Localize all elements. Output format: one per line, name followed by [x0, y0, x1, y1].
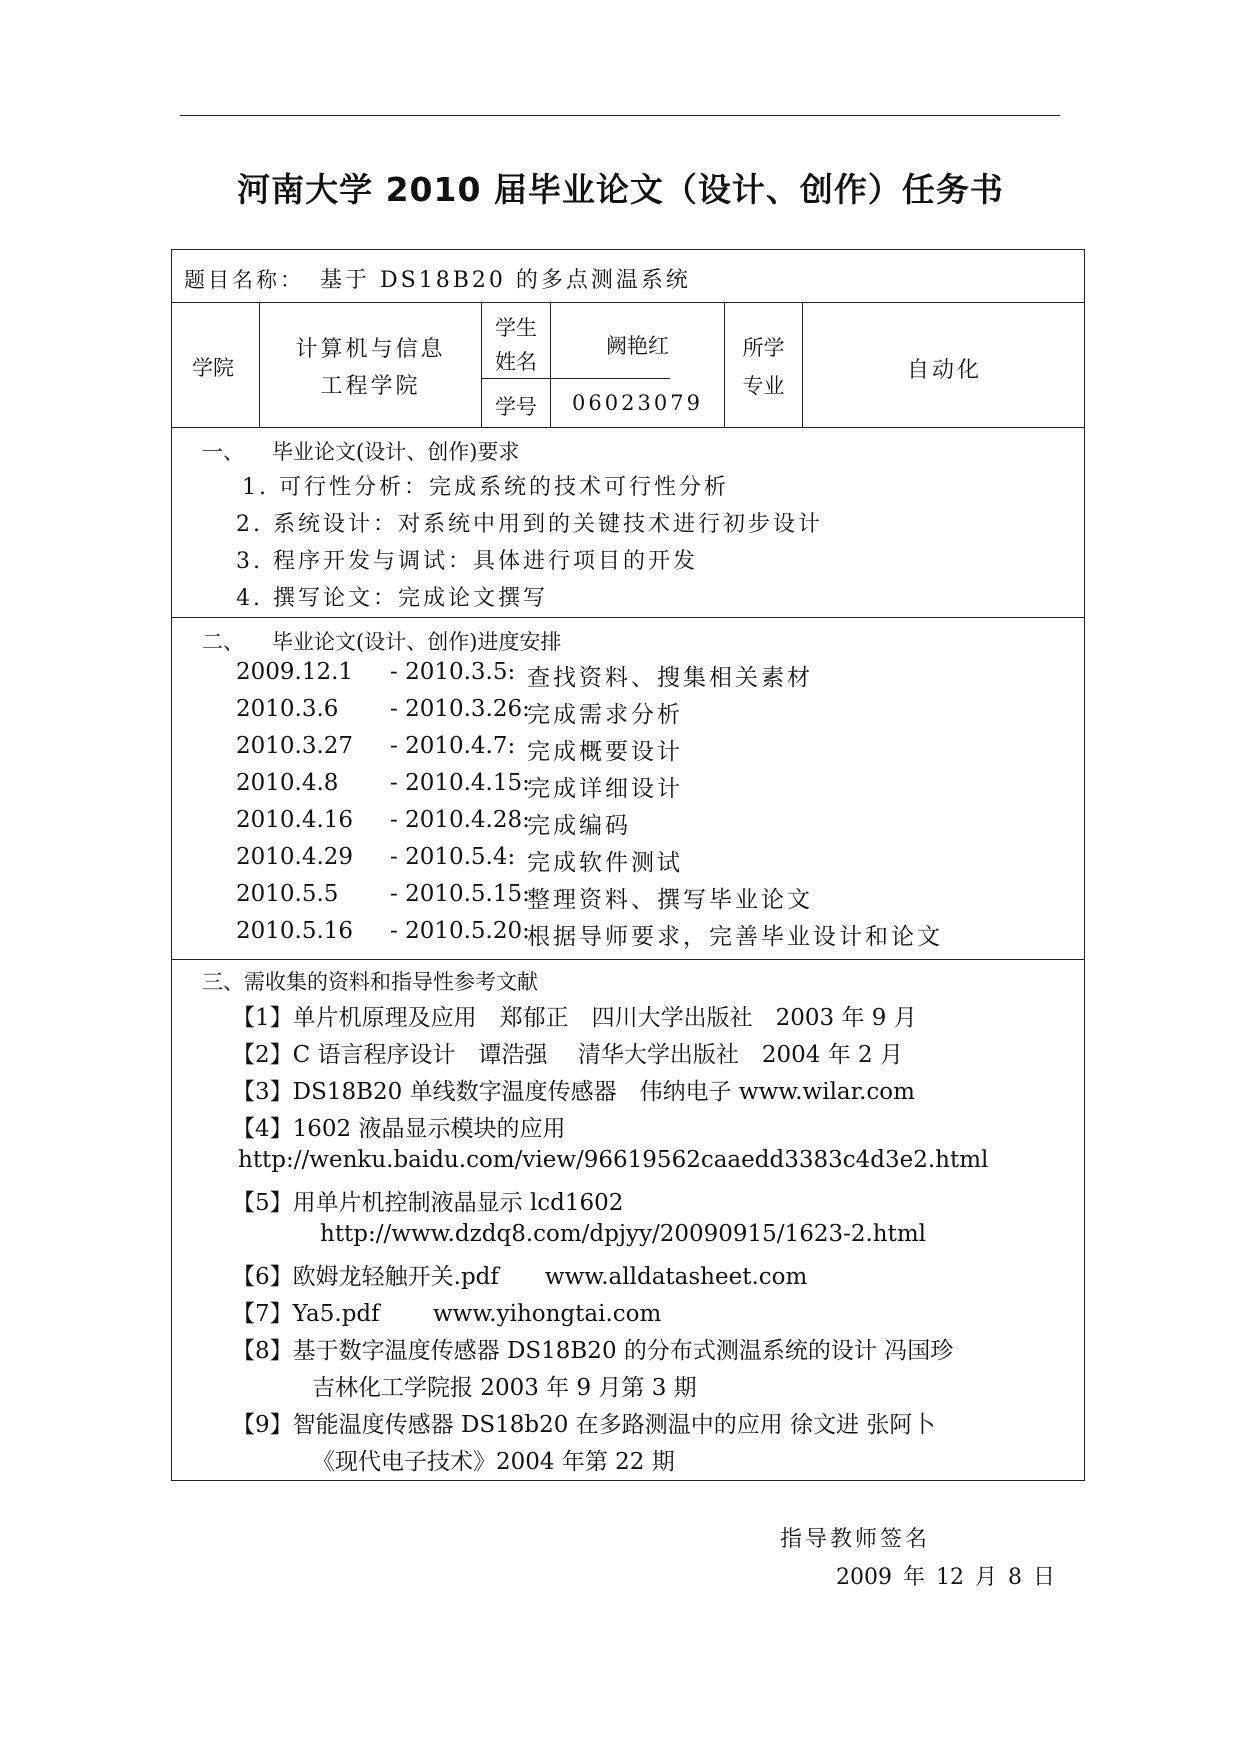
student-name-label-line2: 姓名 — [495, 350, 537, 374]
schedule-end: - 2010.5.15: — [390, 881, 530, 907]
reference-item: 【7】Ya5.pdf www.yihongtai.com — [232, 1301, 662, 1327]
requirement-item: 2. 系统设计：对系统中用到的关键技术进行初步设计 — [236, 512, 823, 537]
major-label-line2: 专业 — [742, 374, 785, 398]
student-name-label-line1: 学生 — [495, 316, 537, 340]
section3-heading: 三、需收集的资料和指导性参考文献 — [202, 970, 538, 994]
student-name-value: 阙艳红 — [606, 334, 669, 358]
requirement-item: 3. 程序开发与调试：具体进行项目的开发 — [236, 549, 698, 574]
reference-link: http://wenku.baidu.com/view/96619562caaedd3383c4d3e2.html — [238, 1147, 989, 1173]
major-label-line1: 所学 — [742, 336, 785, 360]
row-divider — [481, 378, 670, 379]
schedule-end: - 2010.4.7: — [390, 733, 516, 759]
col-divider — [724, 302, 725, 427]
schedule-end: - 2010.3.26: — [390, 696, 530, 722]
col-divider — [259, 302, 260, 427]
row-divider — [172, 427, 1084, 428]
schedule-end: - 2010.3.5: — [390, 659, 516, 685]
major-value: 自动化 — [906, 358, 982, 383]
topic-value: 基于 DS18B20 的多点测温系统 — [320, 268, 691, 293]
schedule-end: - 2010.4.28: — [390, 807, 530, 833]
schedule-start: 2010.3.6 — [236, 696, 339, 722]
reference-item: 【2】C 语言程序设计 谭浩强 清华大学出版社 2004 年 2 月 — [232, 1042, 903, 1068]
signature-label: 指导教师签名 — [780, 1527, 931, 1552]
schedule-start: 2010.4.8 — [236, 770, 339, 796]
schedule-end: - 2010.5.20: — [390, 918, 530, 944]
requirement-item: 4. 撰写论文：完成论文撰写 — [236, 586, 548, 611]
reference-item: 【6】欧姆龙轻触开关.pdf www.alldatasheet.com — [232, 1264, 808, 1290]
student-id-label: 学号 — [495, 395, 537, 419]
schedule-start: 2010.5.16 — [236, 918, 354, 944]
schedule-task: 根据导师要求，完善毕业设计和论文 — [527, 924, 943, 950]
requirement-item: 1. 可行性分析：完成系统的技术可行性分析 — [242, 475, 729, 500]
schedule-task: 完成详细设计 — [527, 776, 683, 802]
reference-item: 【3】DS18B20 单线数字温度传感器 伟纳电子 www.wilar.com — [232, 1079, 915, 1105]
document-title: 河南大学 2010 届毕业论文（设计、创作）任务书 — [237, 170, 1004, 209]
schedule-task: 整理资料、撰写毕业论文 — [527, 887, 813, 913]
college-value-line2: 工程学院 — [320, 374, 421, 399]
signature-date: 2009 年 12 月 8 日 — [836, 1565, 1055, 1590]
section1-heading: 毕业论文(设计、创作)要求 — [272, 440, 520, 464]
row-divider — [172, 302, 1084, 303]
schedule-task: 查找资料、搜集相关素材 — [527, 665, 813, 691]
section2-number: 二、 — [202, 630, 244, 654]
reference-item-cont: 《现代电子技术》2004 年第 22 期 — [312, 1449, 675, 1475]
schedule-start: 2010.4.29 — [236, 844, 354, 870]
topic-label: 题目名称： — [184, 268, 304, 292]
schedule-end: - 2010.4.15: — [390, 770, 530, 796]
schedule-task: 完成软件测试 — [527, 850, 683, 876]
schedule-start: 2010.5.5 — [236, 881, 339, 907]
reference-item: 【1】单片机原理及应用 郑郁正 四川大学出版社 2003 年 9 月 — [232, 1005, 917, 1031]
schedule-start: 2009.12.1 — [236, 659, 354, 685]
schedule-start: 2010.4.16 — [236, 807, 354, 833]
header-rule — [180, 115, 1060, 116]
reference-link: http://www.dzdq8.com/dpjyy/20090915/1623-2.html — [320, 1221, 927, 1247]
reference-item: 【9】智能温度传感器 DS18b20 在多路测温中的应用 徐文进 张阿卜 — [232, 1412, 936, 1438]
reference-item: 【5】用单片机控制液晶显示 lcd1602 — [232, 1190, 624, 1216]
reference-item-cont: 吉林化工学院报 2003 年 9 月第 3 期 — [312, 1375, 697, 1401]
schedule-task: 完成概要设计 — [527, 739, 683, 765]
college-label: 学院 — [192, 356, 234, 380]
student-id-value: 06023079 — [572, 391, 703, 415]
reference-item: 【8】基于数字温度传感器 DS18B20 的分布式测温系统的设计 冯国珍 — [232, 1338, 954, 1364]
section1-number: 一、 — [202, 440, 244, 464]
college-value-line1: 计算机与信息 — [295, 337, 446, 362]
schedule-start: 2010.3.27 — [236, 733, 354, 759]
row-divider — [172, 959, 1084, 960]
row-divider — [172, 617, 1084, 618]
task-table — [171, 249, 1085, 1481]
reference-item: 【4】1602 液晶显示模块的应用 — [232, 1116, 566, 1142]
schedule-end: - 2010.5.4: — [390, 844, 516, 870]
schedule-task: 完成需求分析 — [527, 702, 683, 728]
section2-heading: 毕业论文(设计、创作)进度安排 — [272, 630, 562, 654]
schedule-task: 完成编码 — [527, 813, 631, 839]
